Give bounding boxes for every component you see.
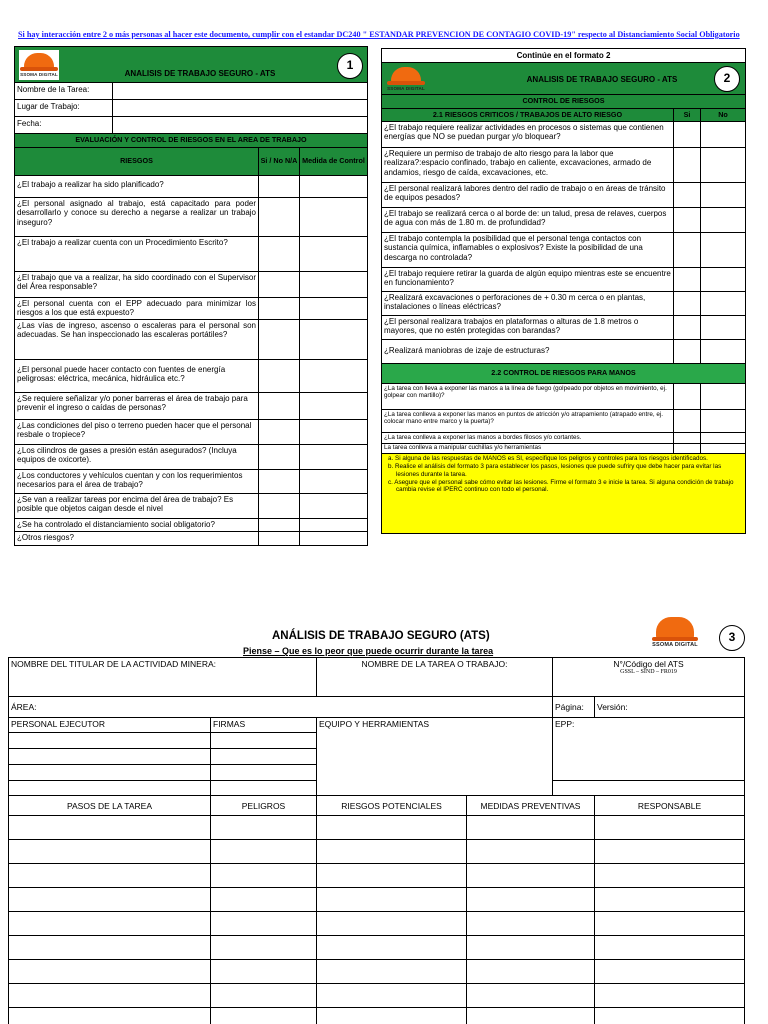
area-field[interactable]: ÁREA: (9, 697, 553, 718)
form-1-number-badge: 1 (337, 53, 363, 79)
si-no-cell[interactable] (259, 531, 300, 545)
col-no-header: No (701, 109, 746, 122)
critical-question: ¿El personal realizará labores dentro del radio de trabajo o en áreas de tránsito de equipos pesados? (382, 183, 674, 208)
no-cell[interactable] (701, 268, 746, 292)
table-row (9, 864, 745, 888)
section-2-1-title: 2.1 RIESGOS CRITICOS / TRABAJOS DE ALTO RIESGO (382, 109, 674, 122)
si-cell[interactable] (674, 292, 701, 316)
table-row (9, 936, 745, 960)
personal-cell[interactable] (9, 749, 211, 765)
table-row (9, 816, 745, 840)
medida-cell[interactable] (300, 392, 368, 419)
form-3-table (8, 657, 745, 1024)
col-pasos-header: PASOS DE LA TAREA (9, 796, 211, 816)
si-cell[interactable] (674, 148, 701, 183)
section-2-2-title: 2.2 CONTROL DE RIESGOS PARA MANOS (382, 364, 746, 384)
critical-question: ¿El trabajo requiere realizar actividades en procesos o sistemas que contienen energías que NO se puedan purgar y/o bloquear? (382, 122, 674, 148)
form-2-number-badge: 2 (714, 66, 740, 92)
critical-question: ¿El trabajo contempla la posibilidad que el personal tenga contactos con sustancia química, inflamables o explosivos? Existe la posibilidad de una descarga no controlada? (382, 233, 674, 268)
form-3-subtitle: Piense – Que es lo peor que puede ocurrir durante la tarea (243, 646, 494, 656)
risk-question: ¿El personal cuenta con el EPP adecuado para minimizar los riesgos a los que está expuesto? (15, 298, 259, 320)
field-lugar-trabajo-input[interactable] (113, 100, 368, 117)
note-a: a. Si alguna de las respuestas de MANOS es SI, especifique los peligros y controles para los riesgos identificados. (388, 455, 708, 462)
hands-question: ¿La tarea conlleva a exponer las manos en puntos de atricción y/o atrapamiento (atrapado entre, ej. colocar mano entre marco y la puerta)? (382, 410, 674, 433)
si-no-cell[interactable] (259, 319, 300, 359)
medida-cell[interactable] (300, 444, 368, 469)
col-si-header: Si (674, 109, 701, 122)
hands-question: ¿La tarea con lleva a exponer las manos a la línea de fuego (golpeado por objetos en movimiento, ej. golpear con martillo)? (382, 384, 674, 410)
personal-cell[interactable] (9, 765, 211, 781)
critical-question: ¿El trabajo requiere retirar la guarda de algún equipo mientras este se encuentre en funcionamiento? (382, 268, 674, 292)
no-cell[interactable] (701, 233, 746, 268)
field-fecha-label: Fecha: (15, 117, 113, 134)
risk-question: ¿El trabajo a realizar ha sido planificado? (15, 176, 259, 198)
risk-question: ¿El trabajo que va a realizar, ha sido coordinado con el Supervisor del Área responsable? (15, 272, 259, 298)
no-cell[interactable] (701, 340, 746, 364)
field-nombre-tarea-label: Nombre de la Tarea: (15, 83, 113, 100)
col-medida-header: Medida de Control (300, 148, 368, 176)
ssoma-logo: SSOMA DIGITAL (19, 50, 59, 80)
ssoma-logo: SSOMA DIGITAL (650, 610, 700, 655)
risk-question: ¿Los conductores y vehículos cuentan y con los requerimientos necesarios para el área de trabajo? (15, 469, 259, 493)
no-cell[interactable] (701, 292, 746, 316)
form-2-header (382, 63, 746, 95)
col-riesgos-header: RIESGOS (15, 148, 259, 176)
critical-question: ¿El personal realizara trabajos en plataformas o alturas de 1.8 metros o mayores, que no estén protegidas con barandas? (382, 316, 674, 340)
hands-question: ¿La tarea conlleva a exponer las manos a bordes filosos y/o cortantes. (382, 433, 674, 444)
si-no-cell[interactable] (259, 298, 300, 320)
version-field[interactable]: Versión: (595, 697, 745, 718)
form-2-title: ANALISIS DE TRABAJO SEGURO - ATS (526, 75, 678, 84)
si-cell[interactable] (674, 444, 701, 454)
si-no-cell[interactable] (259, 444, 300, 469)
no-cell[interactable] (701, 316, 746, 340)
control-riesgos-title: CONTROL DE RIESGOS (382, 95, 746, 109)
medida-cell[interactable] (300, 176, 368, 198)
si-cell[interactable] (674, 268, 701, 292)
field-nombre-tarea-input[interactable] (113, 83, 368, 100)
table-row (9, 840, 745, 864)
personal-cell[interactable] (9, 781, 211, 796)
no-cell[interactable] (701, 410, 746, 433)
no-cell[interactable] (701, 148, 746, 183)
risk-question: ¿Otros riesgos? (15, 531, 259, 545)
form-1-section-title: EVALUACIÓN Y CONTROL DE RIESGOS EN EL AREA DE TRABAJO (15, 134, 368, 148)
si-cell[interactable] (674, 340, 701, 364)
medida-cell[interactable] (300, 237, 368, 272)
table-row (9, 912, 745, 936)
helmet-icon (656, 617, 694, 639)
helmet-icon (391, 67, 421, 83)
no-cell[interactable] (701, 433, 746, 444)
si-cell[interactable] (674, 316, 701, 340)
critical-question: ¿El trabajo se realizará cerca o al borde de: un talud, presa de relaves, cuerpos de agua con más de 1.80 m. de profundidad? (382, 208, 674, 233)
si-cell[interactable] (674, 183, 701, 208)
firma-cell[interactable] (211, 765, 317, 781)
titular-field[interactable]: NOMBRE DEL TITULAR DE LA ACTIVIDAD MINERA: (9, 658, 317, 697)
form-2-table (381, 48, 746, 534)
continue-label: Continúe en el formato 2 (382, 49, 746, 63)
col-responsable-header: RESPONSABLE (595, 796, 745, 816)
medida-cell[interactable] (300, 198, 368, 237)
col-medidas-preventivas-header: MEDIDAS PREVENTIVAS (467, 796, 595, 816)
no-cell[interactable] (701, 208, 746, 233)
risk-question: ¿Los cilindros de gases a presión están asegurados? (Incluya equipos de oxicorte). (15, 444, 259, 469)
medida-cell[interactable] (300, 531, 368, 545)
field-lugar-trabajo-label: Lugar de Trabajo: (15, 100, 113, 117)
form-1-title: ANALISIS DE TRABAJO SEGURO - ATS (124, 69, 276, 78)
firma-cell[interactable] (211, 733, 317, 749)
helmet-icon (24, 53, 54, 69)
medida-cell[interactable] (300, 272, 368, 298)
risk-question: ¿Se ha controlado el distanciamiento social obligatorio? (15, 518, 259, 531)
si-cell[interactable] (674, 233, 701, 268)
medida-cell[interactable] (300, 359, 368, 392)
critical-question: ¿Realizará excavaciones o perforaciones de + 0.30 m cerca o en plantas, instalaciones o líneas eléctricas? (382, 292, 674, 316)
col-si-no-header: Si / No N/A (259, 148, 300, 176)
hands-question: La tarea conlleva a manipular cuchillas y/o herramientas (382, 444, 674, 454)
col-riesgos-potenciales-header: RIESGOS POTENCIALES (317, 796, 467, 816)
codigo-field[interactable]: N°/Código del ATS GSSL – SIND – FR019 (553, 658, 745, 697)
form-1-table (14, 46, 368, 546)
note-b: b. Realice el análisis del formato 3 para establecer los pasos, lesiones que puede sufriry que debe hacer para evitar las lesiones durante la tarea. (388, 463, 722, 478)
risk-question: ¿Se van a realizar tareas por encima del área de trabajo? Es posible que objetos caigan desde el nivel (15, 493, 259, 518)
personal-ejecutor-header: PERSONAL EJECUTOR (9, 718, 211, 733)
medida-cell[interactable] (300, 319, 368, 359)
firmas-header: FIRMAS (211, 718, 317, 733)
col-peligros-header: PELIGROS (211, 796, 317, 816)
si-no-cell[interactable] (259, 272, 300, 298)
risk-question: ¿El personal puede hacer contacto con fuentes de energía peligrosas: eléctrica, mecánica, hidráulica etc.? (15, 359, 259, 392)
si-no-cell[interactable] (259, 176, 300, 198)
instructions-note (382, 454, 746, 534)
critical-question: ¿Realizará maniobras de izaje de estructuras? (382, 340, 674, 364)
table-row (9, 888, 745, 912)
si-cell[interactable] (674, 410, 701, 433)
no-cell[interactable] (701, 122, 746, 148)
medida-cell[interactable] (300, 469, 368, 493)
risk-question: ¿Se requiere señalizar y/o poner barreras el área de trabajo para prevenir el ingreso o caídas de personas? (15, 392, 259, 419)
medida-cell[interactable] (300, 298, 368, 320)
epp-field[interactable]: EPP: (553, 718, 745, 781)
tarea-field[interactable]: NOMBRE DE LA TAREA O TRABAJO: (317, 658, 553, 697)
risk-question: ¿Las vías de ingreso, ascenso o escaleras para el personal son adecuadas. Se han inspeccionado las escaleras portátiles? (15, 319, 259, 359)
si-cell[interactable] (674, 384, 701, 410)
no-cell[interactable] (701, 384, 746, 410)
epp-cell[interactable] (553, 781, 745, 796)
medida-cell[interactable] (300, 493, 368, 518)
si-no-cell[interactable] (259, 198, 300, 237)
form-1-header (15, 47, 368, 83)
critical-question: ¿Requiere un permiso de trabajo de alto riesgo para la labor que realizara?:espacio confinado, trabajo en caliente, excavaciones, armado de andamios, riesgo de caída, excavaciones, etc. (382, 148, 674, 183)
si-cell[interactable] (674, 433, 701, 444)
pagina-field[interactable]: Página: (553, 697, 595, 718)
medida-cell[interactable] (300, 419, 368, 444)
si-no-cell[interactable] (259, 419, 300, 444)
table-row (9, 984, 745, 1008)
risk-question: ¿Las condiciones del piso o terreno pueden hacer que el personal resbale o tropiece? (15, 419, 259, 444)
si-no-cell[interactable] (259, 237, 300, 272)
medida-cell[interactable] (300, 518, 368, 531)
risk-question: ¿El trabajo a realizar cuenta con un Procedimiento Escrito? (15, 237, 259, 272)
si-no-cell[interactable] (259, 469, 300, 493)
personal-cell[interactable] (9, 733, 211, 749)
table-row (9, 960, 745, 984)
form-3-number-badge: 3 (719, 625, 745, 651)
note-c: c. Asegure que el personal sabe cómo evitar las lesiones. Firme el formato 3 e inicie la tarea. Si alguna condición de trabajo cambia revise el IPERC continuo con todo el personal. (388, 478, 734, 494)
si-no-cell[interactable] (259, 518, 300, 531)
field-fecha-input[interactable] (113, 117, 368, 134)
si-no-cell[interactable] (259, 359, 300, 392)
no-cell[interactable] (701, 444, 746, 454)
ssoma-logo: SSOMA DIGITAL (386, 65, 426, 93)
covid-banner: Si hay interacción entre 2 o más personas al hacer este documento, cumplir con el estandar DC240 " ESTANDAR PREVENCION DE CONTAGIO COVID-19" respecto al Distanciamiento Social Obligatorio (18, 30, 740, 39)
firma-cell[interactable] (211, 781, 317, 796)
equipo-herramientas-field[interactable]: EQUIPO Y HERRAMIENTAS (317, 718, 553, 796)
form-3-title: ANÁLISIS DE TRABAJO SEGURO (ATS) (272, 630, 490, 642)
no-cell[interactable] (701, 183, 746, 208)
risk-question: ¿El personal asignado al trabajo, está capacitado para poder desarrollarlo y conoce su derecho a negarse a realizar un trabajo inseguro? (15, 198, 259, 237)
si-no-cell[interactable] (259, 493, 300, 518)
table-row (9, 1008, 745, 1024)
firma-cell[interactable] (211, 749, 317, 765)
si-no-cell[interactable] (259, 392, 300, 419)
si-cell[interactable] (674, 122, 701, 148)
si-cell[interactable] (674, 208, 701, 233)
